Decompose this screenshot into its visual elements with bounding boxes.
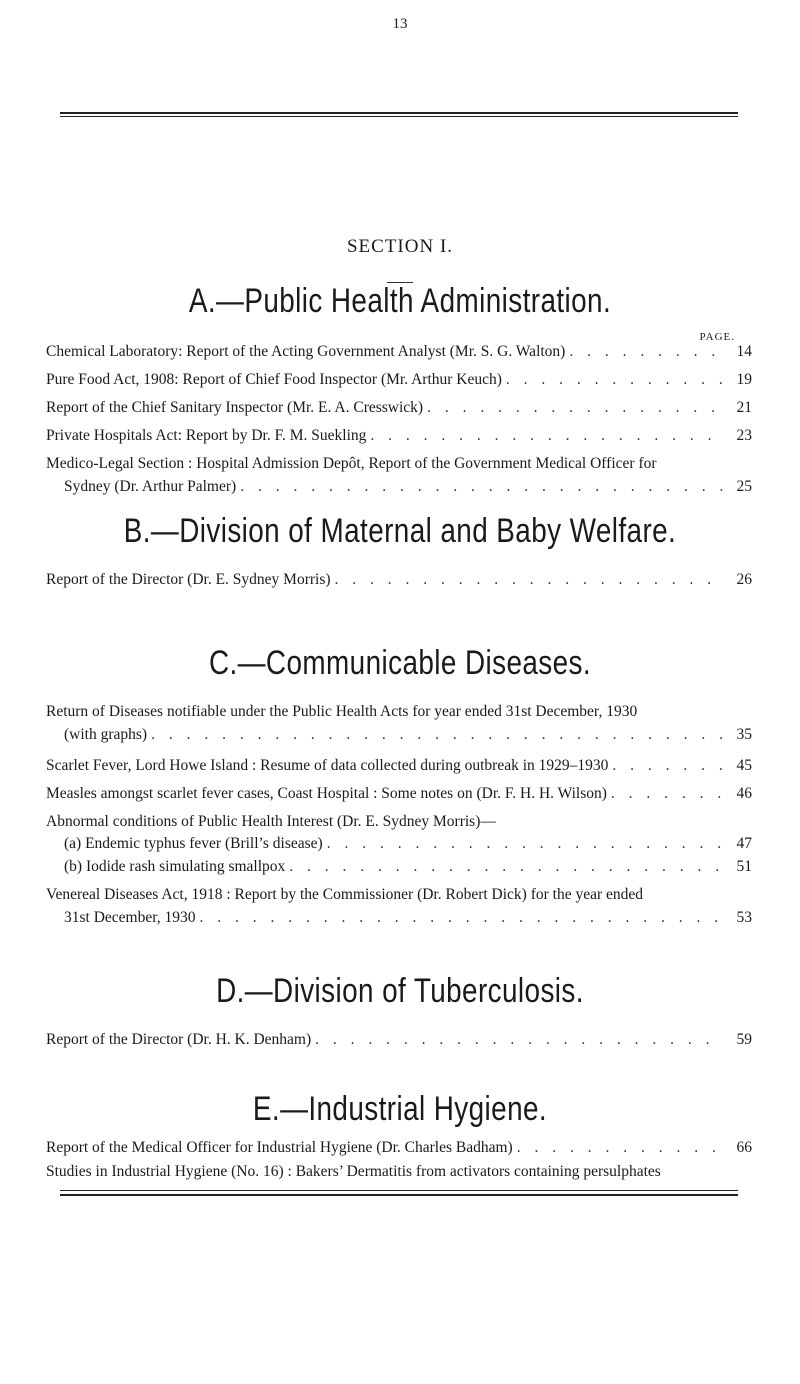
page-ref: 21 <box>736 399 752 416</box>
page-number: 13 <box>392 16 408 32</box>
toc-entry[interactable]: Studies in Industrial Hygiene (No. 16) : Bakers’ Dermatitis from activators containing persulphates <box>46 1163 661 1180</box>
page-ref: 19 <box>736 371 752 388</box>
toc-entry[interactable]: Chemical Laboratory: Report of the Acting Government Analyst (Mr. S. G. Walton) . . . 14 <box>46 340 752 363</box>
toc-entry[interactable]: Return of Diseases notifiable under the Public Health Acts for year ended 31st December, 1930 (with graphs) . . . 35 <box>46 700 752 746</box>
toc-entry[interactable]: Private Hospitals Act: Report by Dr. F. M. Suekling . . . 23 <box>46 424 752 447</box>
toc-entry[interactable]: Medico-Legal Section : Hospital Admission Depôt, Report of the Government Medical Officer for Sydney (Dr. Arthur Palmer) . . . 25 <box>46 452 752 498</box>
page-ref: 45 <box>736 757 752 774</box>
page-ref: 25 <box>736 478 752 495</box>
heading-public-health: A.—Public Health Administration. <box>188 282 612 320</box>
toc-entry[interactable]: Venereal Diseases Act, 1918 : Report by the Commissioner (Dr. Robert Dick) for the year ended 31st December, 1930 . . . 53 <box>46 883 752 929</box>
heading-communicable-diseases: C.—Communicable Diseases. <box>208 644 592 682</box>
page-ref: 53 <box>736 909 752 926</box>
toc-entry[interactable]: Report of the Medical Officer for Industrial Hygiene (Dr. Charles Badham) . . . 66 <box>46 1136 752 1159</box>
page-ref: 47 <box>736 835 752 852</box>
heading-industrial-hygiene: E.—Industrial Hygiene. <box>252 1090 548 1128</box>
page-ref: 26 <box>736 571 752 588</box>
toc-entry[interactable]: Report of the Director (Dr. E. Sydney Morris) . . . 26 <box>46 568 752 591</box>
page-ref: 35 <box>736 726 752 743</box>
top-rule-thin <box>60 116 738 117</box>
toc-entry[interactable]: Pure Food Act, 1908: Report of Chief Food Inspector (Mr. Arthur Keuch) . . . 19 <box>46 368 752 391</box>
toc-subentry[interactable]: (a) Endemic typhus fever (Brill’s disease) . . . 47 <box>46 832 752 855</box>
toc-entry[interactable]: Measles amongst scarlet fever cases, Coast Hospital : Some notes on (Dr. F. H. H. Wilson) . . . 46 <box>46 782 752 805</box>
page-column-label: PAGE. <box>699 331 735 343</box>
toc-entry-group-heading: Abnormal conditions of Public Health Interest (Dr. E. Sydney Morris)— <box>46 813 496 830</box>
toc-subentry[interactable]: (b) Iodide rash simulating smallpox . . . 51 <box>46 855 752 878</box>
page-ref: 66 <box>736 1139 752 1156</box>
heading-tuberculosis: D.—Division of Tuberculosis. <box>216 972 584 1010</box>
section-title: SECTION I. <box>346 236 454 257</box>
page-ref: 46 <box>736 785 752 802</box>
page-ref: 51 <box>736 858 752 875</box>
toc-entry[interactable]: Report of the Director (Dr. H. K. Denham) . . . 59 <box>46 1028 752 1051</box>
heading-maternal-baby-welfare: B.—Division of Maternal and Baby Welfare. <box>123 512 677 550</box>
bottom-rule-thick <box>60 1194 738 1196</box>
page-ref: 14 <box>736 343 752 360</box>
toc-entry[interactable]: Scarlet Fever, Lord Howe Island : Resume of data collected during outbreak in 1929–1930 . . . 45 <box>46 754 752 777</box>
toc-entry[interactable]: Report of the Chief Sanitary Inspector (Mr. E. A. Cresswick) . . . 21 <box>46 396 752 419</box>
page-ref: 59 <box>736 1031 752 1048</box>
top-rule-thick <box>60 112 738 114</box>
bottom-rule-thin <box>60 1190 738 1191</box>
page-ref: 23 <box>736 427 752 444</box>
